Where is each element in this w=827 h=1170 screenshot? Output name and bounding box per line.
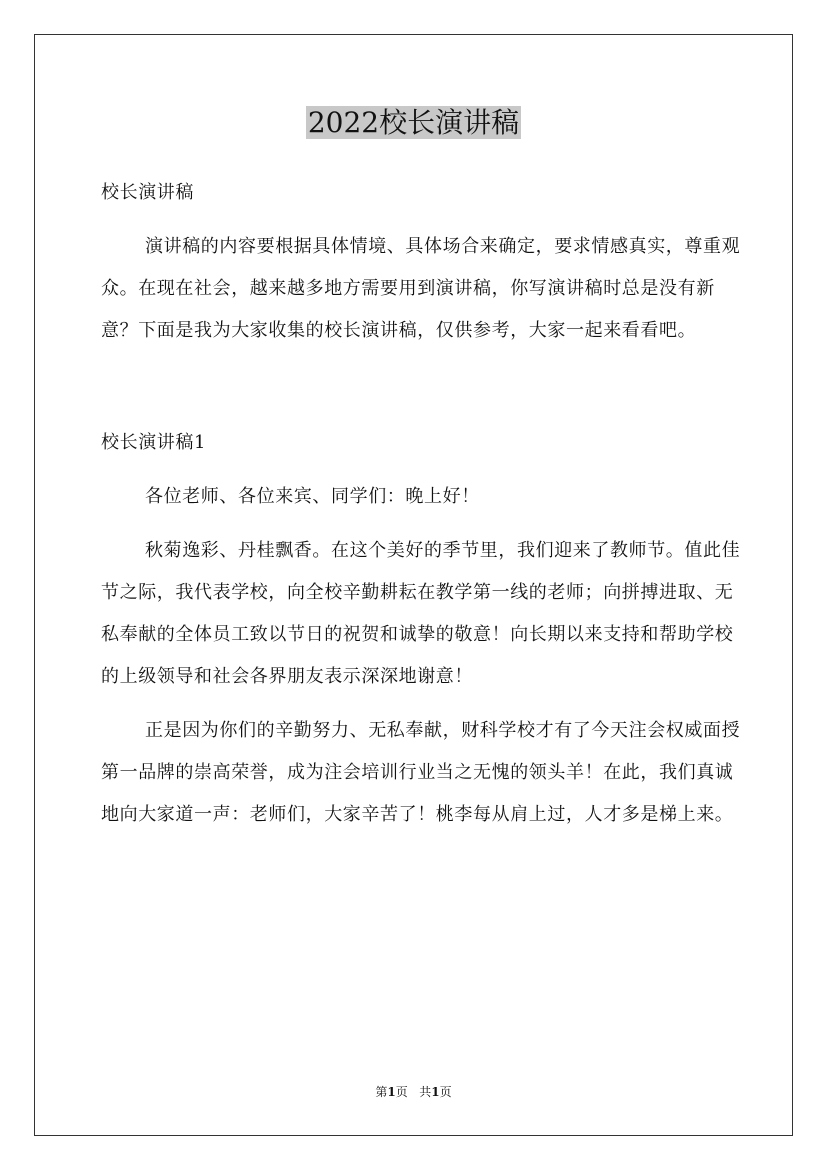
- title-text: 2022校长演讲稿: [307, 106, 520, 139]
- paragraph: 各位老师、各位来宾、同学们：晚上好！: [145, 486, 480, 507]
- page-footer: [0, 1083, 827, 1101]
- total-pages: 1: [431, 1085, 440, 1099]
- page-number: 1: [387, 1085, 396, 1099]
- section-heading: 校长演讲稿1: [101, 432, 207, 453]
- total-suffix: 页: [439, 1085, 452, 1099]
- page-prefix: 第: [375, 1085, 388, 1099]
- paragraph: 正是因为你们的辛勤努力、无私奉献，财科学校才有了今天注会权威面授第一品牌的崇高荣誉，成为注会培训行业当之无愧的领头羊！在此，我们真诚地向大家道一声：老师们，大家辛苦了！桃李每从肩上过，人才多是梯上来。: [101, 720, 741, 825]
- total-prefix: 共: [419, 1085, 432, 1099]
- paragraph: 秋菊逸彩、丹桂飘香。在这个美好的季节里，我们迎来了教师节。值此佳节之际，我代表学校，向全校辛勤耕耘在教学第一线的老师；向拼搏进取、无私奉献的全体员工致以节日的祝贺和诚挚的敬意！向长期以来支持和帮助学校的上级领导和社会各界朋友表示深深地谢意！: [101, 540, 741, 687]
- document-title: [0, 103, 827, 143]
- page-suffix: 页: [395, 1085, 408, 1099]
- document-body: [101, 172, 741, 836]
- intro-paragraph: 演讲稿的内容要根据具体情境、具体场合来确定，要求情感真实，尊重观众。在现在社会，越来越多地方需要用到演讲稿，你写演讲稿时总是没有新意？下面是我为大家收集的校长演讲稿，仅供参考，大家一起来看看吧。: [101, 236, 741, 341]
- intro-heading: 校长演讲稿: [101, 182, 194, 203]
